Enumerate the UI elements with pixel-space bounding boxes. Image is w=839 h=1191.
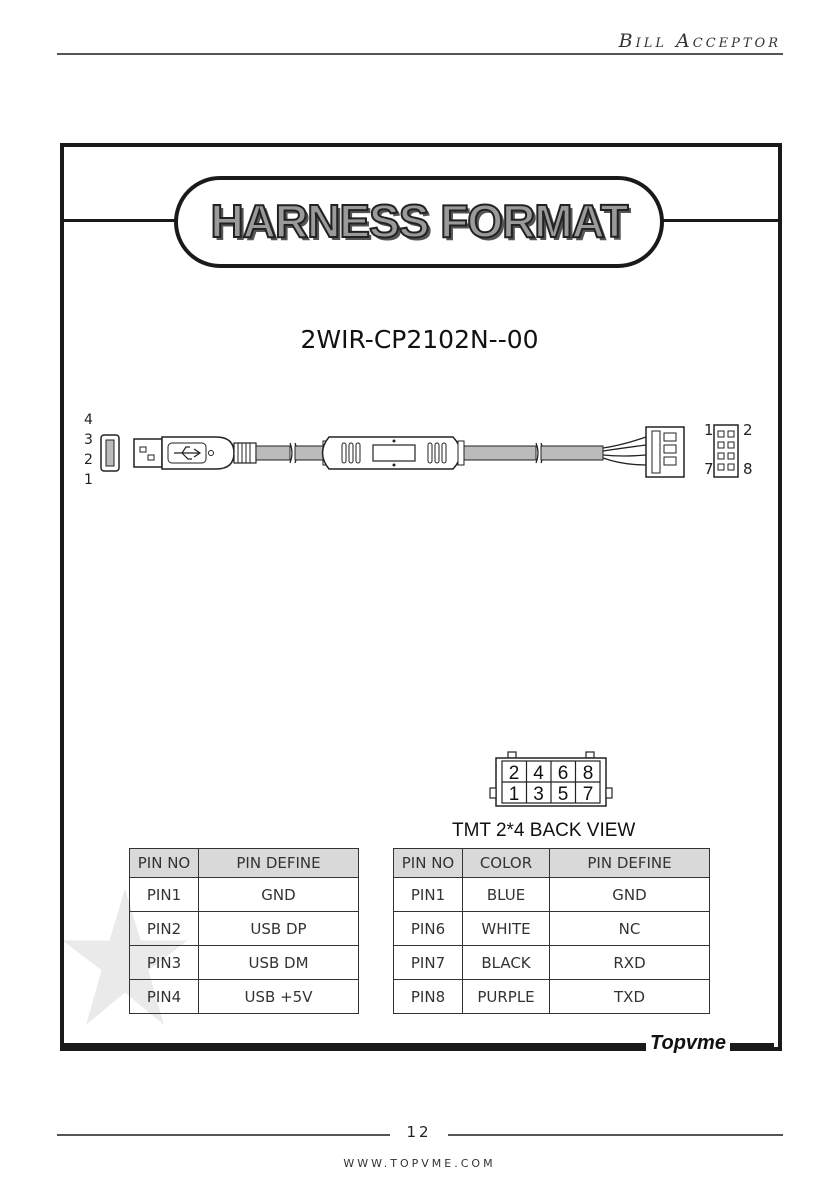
header-title: Bill Acceptor [618,30,781,52]
banner-line-right [662,219,778,222]
table-cell: RXD [550,946,710,980]
table-cell: PIN6 [394,912,463,946]
table-row [394,980,710,1014]
usb-pin-label: 2 [84,452,93,468]
table-row [130,980,359,1014]
header-rule [57,53,783,55]
column-header: COLOR [463,849,550,878]
table-cell: USB DM [199,946,359,980]
table-row [394,912,710,946]
usb-pin-label: 4 [84,412,93,428]
converter-module-icon [323,437,465,469]
back-view-pin: 7 [582,784,594,805]
banner-line-left [64,219,176,222]
tmt-connector-face-icon [714,425,738,477]
table-cell: BLUE [463,878,550,912]
column-header: PIN NO [130,849,199,878]
brand-logo: Topvme [646,1032,730,1055]
column-header: PIN DEFINE [550,849,710,878]
table-cell: PURPLE [463,980,550,1014]
table-row [394,878,710,912]
table-row [394,946,710,980]
table-cell: NC [550,912,710,946]
tmt-connector-side-icon [646,427,684,477]
cable-diagram [98,415,768,495]
table-cell: USB +5V [199,980,359,1014]
table-row [130,878,359,912]
model-number: 2WIR-CP2102N--00 [300,325,539,354]
connector-pin-2-label: 2 [743,421,753,439]
usb-plug-icon [134,437,256,469]
table-header-row [130,849,359,878]
tmt-pin-table [393,848,710,1014]
table-cell: GND [550,878,710,912]
back-view-label: TMT 2*4 BACK VIEW [452,820,636,841]
table-cell: PIN2 [130,912,199,946]
table-cell: GND [199,878,359,912]
back-view-pin: 5 [557,784,569,805]
table-header-row [394,849,710,878]
banner-title: HARNESS FORMAT [210,195,628,247]
usb-pin-table [129,848,359,1014]
table-cell: BLACK [463,946,550,980]
table-cell: PIN8 [394,980,463,1014]
usb-pin-label: 3 [84,432,93,448]
back-view-pin: 8 [582,763,594,784]
back-view-pin: 1 [508,784,520,805]
back-view-pin: 4 [533,763,544,784]
table-cell: PIN7 [394,946,463,980]
column-header: PIN NO [394,849,463,878]
connector-pin-1-label: 1 [704,421,714,439]
banner [174,176,664,268]
back-view-pin: 2 [508,763,520,784]
table-cell: WHITE [463,912,550,946]
connector-pin-8-label: 8 [743,460,753,478]
usb-end-view-icon [101,435,119,471]
back-view-pin: 3 [533,784,544,805]
table-row [130,912,359,946]
footer-rule-left [57,1134,390,1136]
connector-pin-7-label: 7 [704,460,714,478]
table-cell: PIN4 [130,980,199,1014]
table-row [130,946,359,980]
back-view-pin: 6 [557,763,569,784]
footer-rule-right [448,1134,783,1136]
table-cell: TXD [550,980,710,1014]
column-header: PIN DEFINE [199,849,359,878]
table-cell: PIN3 [130,946,199,980]
page-number: 12 [406,1123,432,1141]
back-view-diagram [488,750,614,812]
table-cell: USB DP [199,912,359,946]
table-cell: PIN1 [394,878,463,912]
table-cell: PIN1 [130,878,199,912]
usb-pin-label: 1 [84,472,93,488]
website-url: WWW.TOPVME.COM [343,1157,496,1170]
